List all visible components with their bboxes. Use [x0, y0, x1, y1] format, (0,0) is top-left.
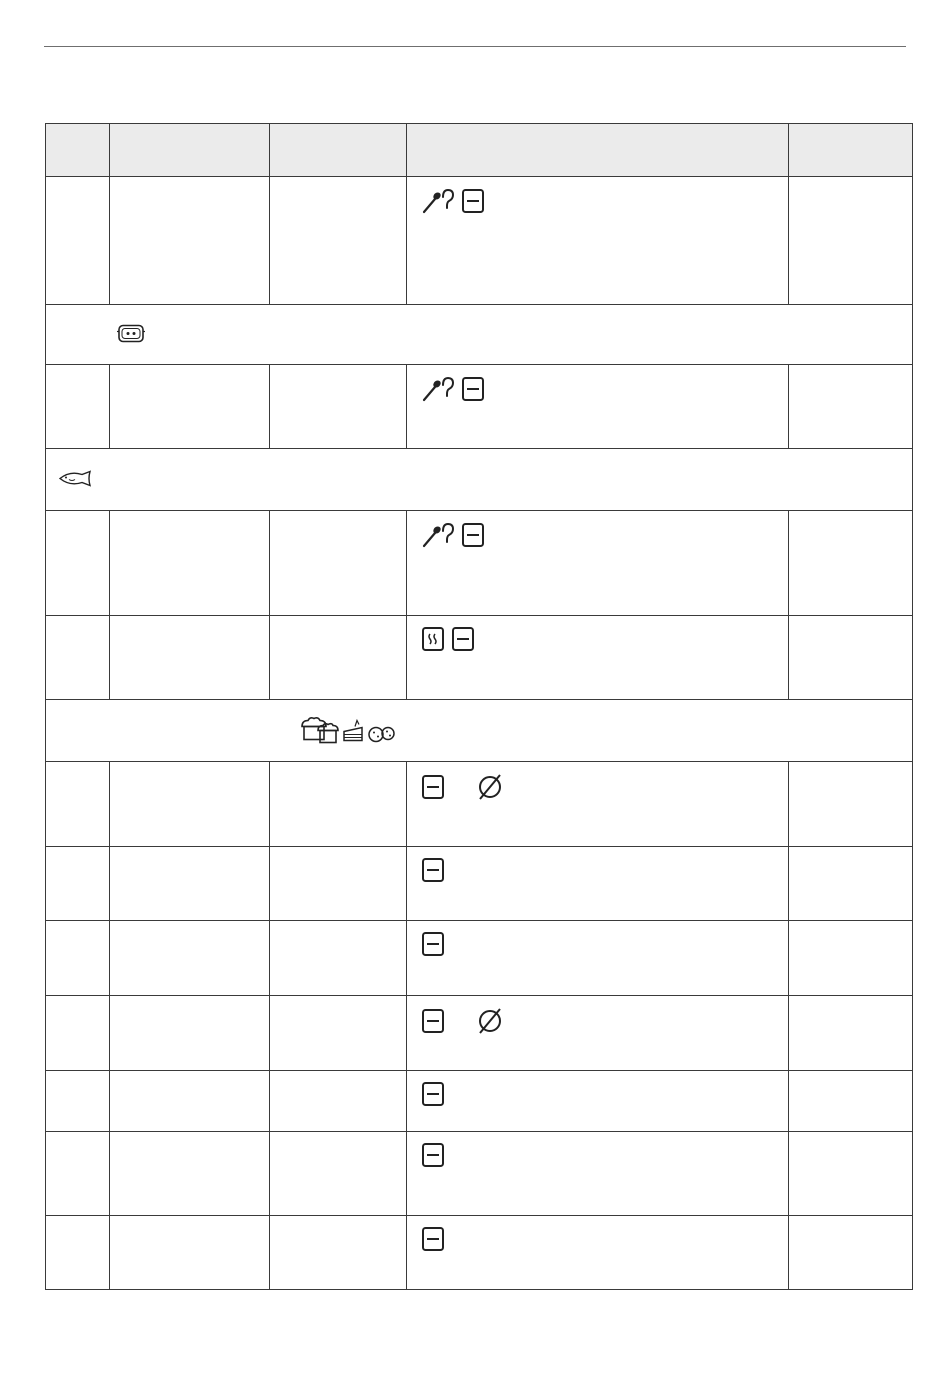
table-cell [270, 1216, 407, 1290]
heating-icons [407, 1132, 787, 1171]
table-row [46, 996, 913, 1071]
section-header-cell [46, 700, 913, 762]
bottom-heat-icon [421, 857, 445, 886]
meat-probe-icon [421, 375, 455, 406]
heating-icons [407, 847, 787, 886]
fish-icon [58, 469, 96, 490]
heating-icons [407, 365, 787, 406]
table-cell [270, 616, 407, 700]
section-header-cell [46, 305, 913, 365]
table-cell [270, 177, 407, 305]
table-cell [788, 177, 912, 305]
section-header-row [46, 449, 913, 511]
bottom-heat-icon [451, 626, 475, 655]
header-cell [788, 124, 912, 177]
header-cell [110, 124, 270, 177]
table-cell [788, 1071, 912, 1132]
table-header-row [46, 124, 913, 177]
table-cell [270, 365, 407, 449]
table-cell [788, 1216, 912, 1290]
table-cell [46, 177, 110, 305]
table-row [46, 1216, 913, 1290]
heating-icons [407, 511, 787, 552]
table-row [46, 511, 913, 616]
table-row [46, 1071, 913, 1132]
table-cell [110, 996, 270, 1071]
table-cell [407, 511, 788, 616]
table-cell [788, 365, 912, 449]
table-row [46, 762, 913, 847]
table-cell [110, 1071, 270, 1132]
table-cell [407, 1216, 788, 1290]
steam-icon [421, 626, 445, 655]
table-cell [46, 847, 110, 921]
diameter-icon [475, 772, 505, 805]
table-cell [110, 365, 270, 449]
bottom-heat-icon [461, 376, 485, 405]
section-header-row [46, 700, 913, 762]
table-cell [46, 1132, 110, 1216]
heating-icons [407, 1071, 787, 1110]
table-cell [110, 177, 270, 305]
table-cell [788, 921, 912, 996]
bottom-heat-icon [421, 774, 445, 803]
table-cell [110, 1132, 270, 1216]
table-cell [788, 616, 912, 700]
table-row [46, 1132, 913, 1216]
heating-icons [407, 1216, 787, 1255]
table-cell [270, 1071, 407, 1132]
table-cell [407, 1071, 788, 1132]
table-cell [788, 847, 912, 921]
table-cell [46, 1071, 110, 1132]
table-row [46, 847, 913, 921]
cooking-table [45, 123, 913, 1290]
table-cell [270, 996, 407, 1071]
table-cell [270, 511, 407, 616]
section-header-row [46, 305, 913, 365]
table-cell [46, 511, 110, 616]
table-cell [46, 616, 110, 700]
baking-icon [298, 714, 398, 747]
table-cell [407, 177, 788, 305]
table-cell [110, 511, 270, 616]
heating-icons [407, 921, 787, 960]
top-rule [44, 46, 906, 47]
table-cell [788, 511, 912, 616]
table-cell [270, 847, 407, 921]
header-cell [407, 124, 788, 177]
diameter-icon [475, 1006, 505, 1039]
table-row [46, 365, 913, 449]
table-cell [270, 921, 407, 996]
table-cell [788, 996, 912, 1071]
table-cell [270, 1132, 407, 1216]
table-row [46, 616, 913, 700]
heating-icons [407, 996, 787, 1039]
meat-probe-icon [421, 187, 455, 218]
bottom-heat-icon [421, 1142, 445, 1171]
header-cell [270, 124, 407, 177]
table-cell [110, 616, 270, 700]
table-cell [110, 921, 270, 996]
table-cell [407, 616, 788, 700]
bottom-heat-icon [461, 188, 485, 217]
heating-icons [407, 177, 787, 218]
table-row [46, 177, 913, 305]
roast-dish-icon [116, 322, 146, 347]
table-cell [46, 762, 110, 847]
table-cell [407, 996, 788, 1071]
table-cell [407, 847, 788, 921]
table-cell [788, 1132, 912, 1216]
bottom-heat-icon [421, 1081, 445, 1110]
table-cell [46, 996, 110, 1071]
table-cell [46, 1216, 110, 1290]
meat-probe-icon [421, 521, 455, 552]
heating-icons [407, 616, 787, 655]
table-cell [407, 921, 788, 996]
bottom-heat-icon [461, 522, 485, 551]
table-cell [110, 762, 270, 847]
table-cell [407, 1132, 788, 1216]
table-row [46, 921, 913, 996]
table-cell [110, 1216, 270, 1290]
header-cell [46, 124, 110, 177]
heating-icons [407, 762, 787, 805]
table-cell [788, 762, 912, 847]
section-header-cell [46, 449, 913, 511]
bottom-heat-icon [421, 931, 445, 960]
table-cell [407, 365, 788, 449]
table-cell [46, 365, 110, 449]
bottom-heat-icon [421, 1226, 445, 1255]
table-cell [46, 921, 110, 996]
table-cell [270, 762, 407, 847]
bottom-heat-icon [421, 1008, 445, 1037]
table-cell [407, 762, 788, 847]
table-cell [110, 847, 270, 921]
